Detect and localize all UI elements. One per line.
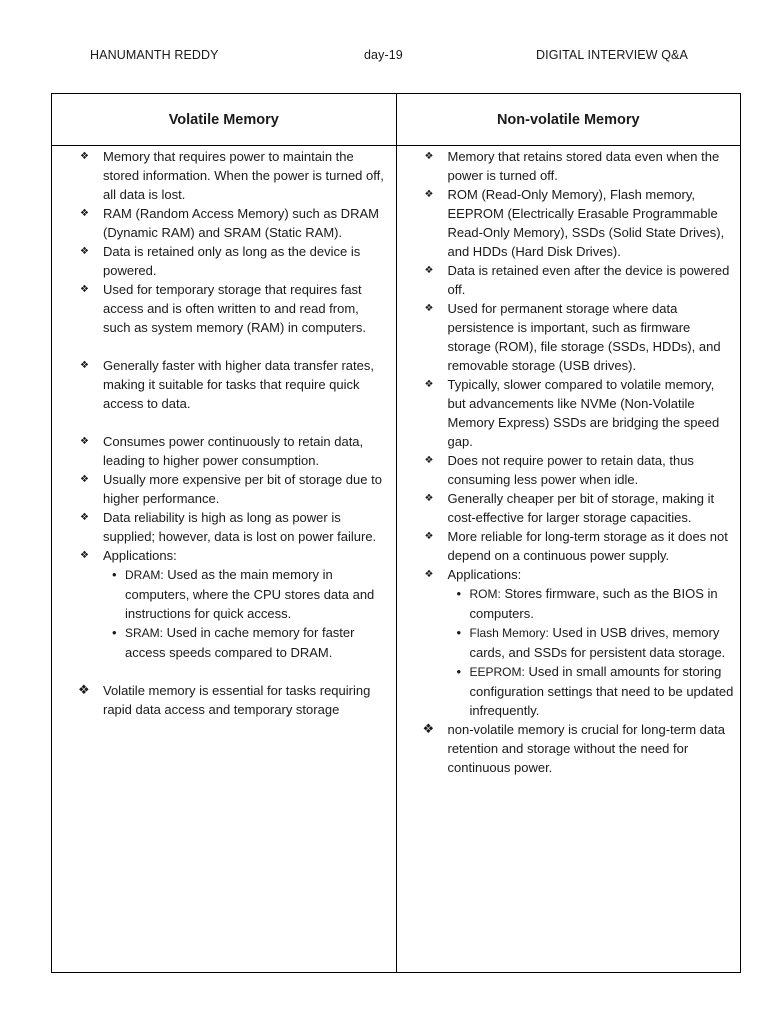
- volatile-heading: Volatile Memory: [52, 94, 397, 146]
- list-item: ❖ Data is retained even after the device is powered off.: [448, 261, 735, 299]
- list-item: ❖ Data is retained only as long as the device is powered.: [103, 242, 390, 280]
- app-text: Used in USB drives, memory cards, and SSDs for persistent data storage.: [469, 625, 726, 660]
- nonvolatile-list: [397, 146, 741, 777]
- list-item: ❖ Consumes power continuously to retain data, leading to higher power consumption.: [103, 432, 390, 470]
- sub-list-item: [470, 584, 735, 623]
- list-item: ❖ Memory that retains stored data even when the power is turned off.: [448, 147, 735, 185]
- list-item: ❖ Generally cheaper per bit of storage, making it cost-effective for larger storage capacities.: [448, 489, 735, 527]
- list-item-conclusion: ❖ Volatile memory is essential for tasks requiring rapid data access and temporary storage: [103, 681, 390, 719]
- list-item: ❖ RAM (Random Access Memory) such as DRAM (Dynamic RAM) and SRAM (Static RAM).: [103, 204, 390, 242]
- header-topic: DIGITAL INTERVIEW Q&A: [536, 48, 688, 62]
- header-author: HANUMANTH REDDY: [90, 48, 219, 62]
- app-term: ROM:: [469, 587, 501, 601]
- volatile-column: [52, 146, 397, 973]
- app-term: DRAM:: [125, 568, 164, 582]
- volatile-list: [52, 146, 396, 719]
- table-header-row: [52, 94, 741, 146]
- header-day: day-19: [364, 48, 403, 62]
- nonvolatile-heading: Non-volatile Memory: [396, 94, 741, 146]
- nonvolatile-column: [396, 146, 741, 973]
- list-item: ❖ Used for permanent storage where data persistence is important, such as firmware storage (ROM), file storage (SSDs, HDDs), and removable storage (USB drives).: [448, 299, 735, 375]
- table-body-row: [52, 146, 741, 973]
- sub-list-item: [125, 623, 390, 662]
- app-text: Used in cache memory for faster access speeds compared to DRAM.: [125, 625, 355, 660]
- app-term: Flash Memory:: [469, 626, 549, 640]
- list-item: ❖ More reliable for long-term storage as it does not depend on a continuous power supply.: [448, 527, 735, 565]
- list-item-applications: [103, 546, 390, 662]
- list-item: ❖ Typically, slower compared to volatile memory, but advancements like NVMe (Non-Volatile Memory Express) SSDs are bridging the speed gap.: [448, 375, 735, 451]
- applications-label: Applications:: [447, 567, 522, 582]
- list-item-applications: [448, 565, 735, 720]
- sub-list-item: [470, 662, 735, 720]
- app-text: Used as the main memory in computers, where the CPU stores data and instructions for quick access.: [125, 567, 375, 621]
- list-item: ❖ Generally faster with higher data transfer rates, making it suitable for tasks that require quick access to data.: [103, 356, 390, 413]
- app-term: EEPROM:: [469, 665, 525, 679]
- list-item: ❖ Memory that requires power to maintain the stored information. When the power is turned off, all data is lost.: [103, 147, 390, 204]
- list-item-conclusion: ❖ non-volatile memory is crucial for long-term data retention and storage without the need for continuous power.: [448, 720, 735, 777]
- applications-label: Applications:: [103, 548, 177, 563]
- app-term: SRAM:: [125, 626, 164, 640]
- list-item: ❖ ROM (Read-Only Memory), Flash memory, EEPROM (Electrically Erasable Programmable Read-Only Memory), SSDs (Solid State Drives), and HDDs (Hard Disk Drives).: [448, 185, 735, 261]
- list-item: ❖ Data reliability is high as long as power is supplied; however, data is lost on power failure.: [103, 508, 390, 546]
- list-item: ❖ Usually more expensive per bit of storage due to higher performance.: [103, 470, 390, 508]
- comparison-table: [51, 93, 741, 973]
- list-item: ❖ Used for temporary storage that requires fast access and is often written to and read from, such as system memory (RAM) in computers.: [103, 280, 390, 337]
- app-text: Used in small amounts for storing configuration settings that need to be updated infrequently.: [469, 664, 734, 718]
- sub-list-item: [125, 565, 390, 623]
- volatile-applications: [103, 565, 390, 662]
- sub-list-item: [470, 623, 735, 662]
- list-item: ❖ Does not require power to retain data, thus consuming less power when idle.: [448, 451, 735, 489]
- nonvolatile-applications: [448, 584, 735, 720]
- app-text: Stores firmware, such as the BIOS in computers.: [469, 586, 718, 621]
